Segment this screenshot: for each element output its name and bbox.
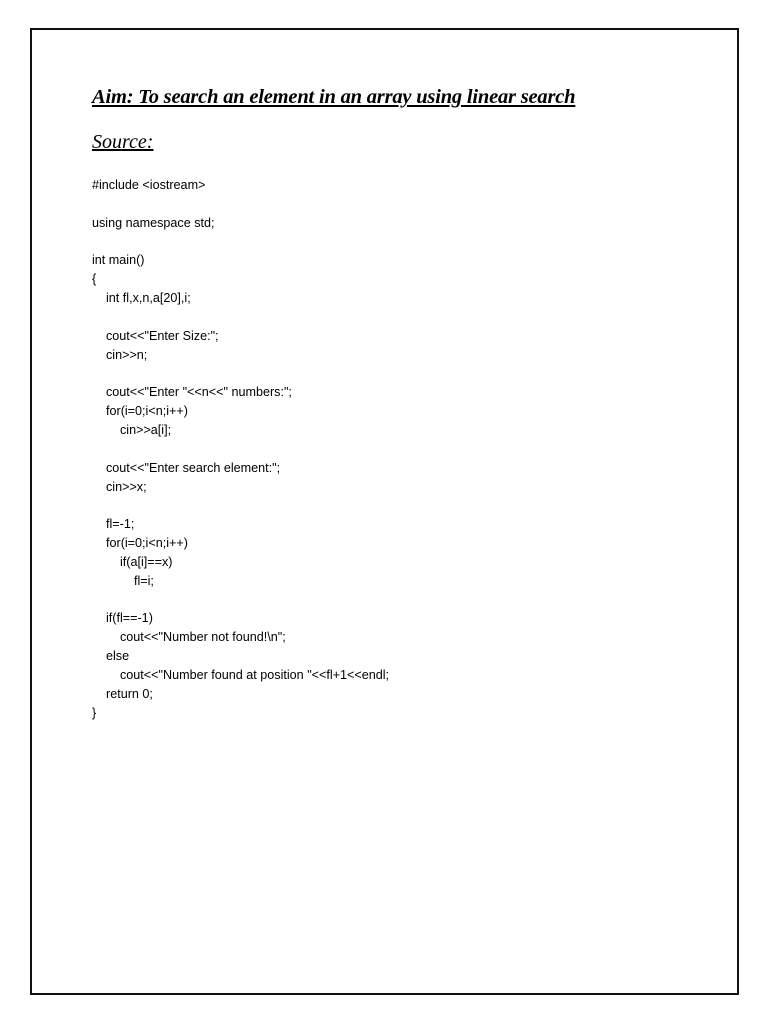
code-line: cout<<"Enter Size:"; — [92, 328, 219, 343]
code-line — [92, 496, 389, 515]
code-line — [92, 308, 389, 327]
code-line — [92, 233, 389, 252]
code-line: fl=-1; — [92, 517, 135, 532]
code-line: else — [92, 649, 130, 664]
aim-heading: Aim: To search an element in an array using linear search — [92, 86, 576, 108]
code-line: cin>>x; — [92, 479, 147, 494]
code-line: { — [92, 272, 97, 287]
code-line: cin>>a[i]; — [92, 422, 172, 437]
code-line: fl=i; — [92, 573, 154, 588]
code-line: if(a[i]==x) — [92, 554, 173, 569]
code-line — [92, 195, 389, 214]
code-line: for(i=0;i<n;i++) — [92, 536, 188, 551]
code-line: } — [92, 705, 97, 720]
code-line — [92, 591, 389, 610]
code-line — [92, 364, 389, 383]
code-line: cout<<"Enter search element:"; — [92, 460, 281, 475]
code-line: int fl,x,n,a[20],i; — [92, 291, 191, 306]
code-line: int main() — [92, 253, 145, 268]
code-block — [92, 176, 389, 722]
code-line: cout<<"Number not found!\n"; — [92, 630, 286, 645]
code-line: if(fl==-1) — [92, 611, 153, 626]
code-line: cout<<"Number found at position "<<fl+1<<endl; — [92, 667, 390, 682]
code-line: #include <iostream> — [92, 178, 206, 192]
source-heading: Source: — [92, 131, 154, 153]
code-line: return 0; — [92, 686, 153, 701]
code-line: cout<<"Enter "<<n<<" numbers:"; — [92, 385, 292, 400]
code-line: cin>>n; — [92, 347, 148, 362]
code-line: for(i=0;i<n;i++) — [92, 404, 188, 419]
code-line — [92, 440, 389, 459]
code-line: using namespace std; — [92, 215, 215, 230]
